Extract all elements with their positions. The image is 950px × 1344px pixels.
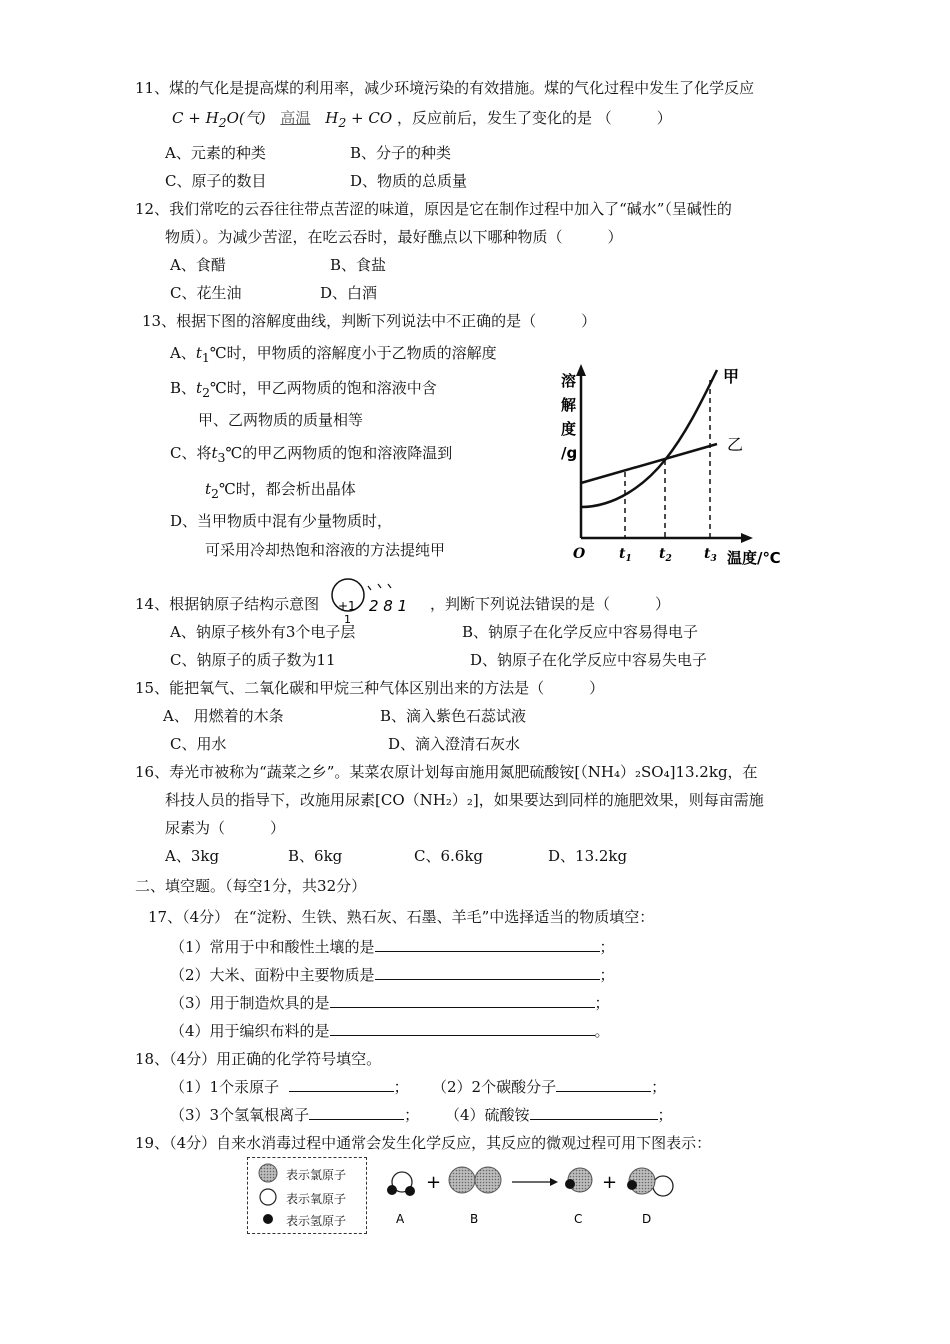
temp-sub: 1 [201, 350, 210, 365]
item-text: （2）大米、面粉中主要物质是 [170, 966, 375, 984]
molecule-a [387, 1172, 415, 1196]
q16-option-b: B、6kg [288, 847, 343, 865]
q13-option-a [170, 343, 497, 368]
molecule-b [449, 1167, 501, 1193]
opt-prefix: C、将 [170, 444, 212, 462]
q12-option-c: C、花生油 [170, 284, 242, 302]
q12-option-a: A、食醋 [170, 256, 226, 274]
item-text: （4）硫酸铵 [445, 1106, 530, 1124]
item-end: ； [651, 1078, 667, 1096]
item-end: ； [404, 1106, 420, 1124]
q17-item-4 [170, 1021, 610, 1041]
opt-prefix: A、 [170, 344, 196, 362]
y-axis-arrow [576, 364, 586, 376]
eq-left: C + H [172, 109, 219, 127]
q12-option-b: B、食盐 [330, 256, 387, 274]
origin-label: O [573, 546, 586, 562]
sodium-atom-diagram [330, 574, 440, 624]
temp-symbol: t [211, 444, 218, 462]
oxygen-atom-icon [260, 1189, 276, 1205]
item-end: ； [393, 1078, 409, 1096]
q14-stem-pre: 14、根据钠原子结构示意图 [135, 595, 320, 613]
item-end: 。 [594, 1022, 610, 1040]
tick-t1: $t_1$ [619, 546, 632, 564]
q11-equation [172, 108, 672, 133]
label-b: B [470, 1212, 479, 1226]
q12-stem-1: 12、我们常吃的云吞往往带点苦涩的味道，原因是它在制作过程中加入了“碱水”（呈碱性的 [135, 200, 732, 218]
item-text: （2）2个碳酸分子 [432, 1078, 557, 1096]
q15-option-b: B、滴入紫色石蕊试液 [380, 707, 527, 725]
q18-item-1 [170, 1077, 409, 1097]
reaction-arrowhead [550, 1178, 558, 1186]
q15-option-d: D、滴入澄清石灰水 [388, 735, 521, 753]
ylabel-char-1: 溶 [561, 372, 577, 390]
answer-blank[interactable] [330, 1021, 595, 1036]
x-axis-arrow [741, 533, 753, 543]
plus-sign-2: + [602, 1172, 618, 1193]
q15-option-c: C、用水 [170, 735, 227, 753]
q12-option-d: D、白酒 [320, 284, 378, 302]
nucleus-charge: +1 [338, 599, 356, 613]
opt-prefix: B、 [170, 379, 197, 397]
legend-oxygen-label: 表示氧原子 [286, 1192, 347, 1206]
item-text: （4）用于编织布料的是 [170, 1022, 330, 1040]
legend-yi: 乙 [727, 435, 744, 454]
reaction-diagram [380, 1160, 690, 1230]
q13-option-c-line2 [205, 479, 356, 504]
q16-stem-1: 16、寿光市被称为“蔬菜之乡”。某菜农原计划每亩施用氮肥硫酸铵[（NH₄）₂SO₄]13.2kg，在 [135, 763, 758, 781]
answer-blank[interactable] [375, 965, 600, 980]
q11-option-c: C、原子的数目 [165, 172, 267, 190]
eq-sub2: 2 [338, 115, 347, 130]
opt-text: ℃时，甲物质的溶解度小于乙物质的溶解度 [209, 344, 497, 362]
q14-option-b: B、钠原子在化学反应中容易得电子 [462, 623, 699, 641]
plus-sign-1: + [426, 1172, 442, 1193]
q13-stem: 13、根据下图的溶解度曲线，判断下列说法中不正确的是（ ） [142, 312, 597, 330]
hydrogen-atom-icon [263, 1214, 273, 1224]
q18-stem: 18、（4分）用正确的化学符号填空。 [135, 1050, 382, 1068]
q16-stem-2: 科技人员的指导下，改施用尿素[CO（NH₂）₂]，如果要达到同样的施肥效果，则每亩需施 [165, 791, 764, 809]
series-jia-line [581, 370, 717, 507]
item-text: （3）用于制造炊具的是 [170, 994, 330, 1012]
nucleus-charge-line2: 1 [344, 613, 351, 624]
answer-blank[interactable] [330, 993, 595, 1008]
tick-t2: $t_2$ [659, 546, 672, 564]
legend-chlorine-label: 表示氯原子 [286, 1168, 347, 1182]
q19-stem: 19、（4分）自来水消毒过程中通常会发生化学反应，其反应的微观过程可用下图表示： [135, 1134, 712, 1152]
q14-option-a: A、钠原子核外有3个电子层 [170, 623, 356, 641]
ylabel-char-2: 解 [561, 396, 577, 414]
q18-item-3 [170, 1105, 419, 1125]
temp-sub: 2 [211, 486, 219, 501]
q12-stem-2: 物质）。为减少苦涩，在吃云吞时，最好醮点以下哪种物质（ ） [165, 228, 623, 246]
answer-blank[interactable] [289, 1077, 394, 1092]
item-end: ； [599, 966, 615, 984]
answer-blank[interactable] [309, 1105, 404, 1120]
answer-blank[interactable] [530, 1105, 658, 1120]
q11-option-a: A、元素的种类 [165, 144, 266, 162]
q15-stem: 15、能把氧气、二氧化碳和甲烷三种气体区别出来的方法是（ ） [135, 679, 605, 697]
item-end: ； [657, 1106, 673, 1124]
label-c: C [574, 1212, 583, 1226]
molecule-c [565, 1168, 592, 1192]
opt-text: ℃时，甲乙两物质的饱和溶液中含 [210, 379, 437, 397]
label-d: D [642, 1212, 652, 1226]
q14-option-c: C、钠原子的质子数为11 [170, 651, 336, 669]
electron-shells: 2 8 1 [369, 597, 408, 615]
q17-item-3 [170, 993, 610, 1013]
opt-text: ℃的甲乙两物质的饱和溶液降温到 [225, 444, 453, 462]
temp-symbol: t [205, 480, 212, 498]
eq-condition: 高温 [280, 109, 311, 127]
q16-option-a: A、3kg [165, 847, 220, 865]
molecule-d [627, 1168, 673, 1196]
q17-item-1 [170, 937, 615, 957]
section-2-title: 二、填空题。（每空1分，共32分） [135, 877, 367, 895]
eq-tail: ，反应前后，发生了变化的是 （ ） [396, 109, 672, 127]
item-end: ； [594, 994, 610, 1012]
tick-t3: $t_3$ [704, 546, 717, 564]
q18-item-4 [445, 1105, 673, 1125]
q14-option-d: D、钠原子在化学反应中容易失电子 [470, 651, 708, 669]
q15-option-a: A、 用燃着的木条 [163, 707, 284, 725]
electron-shell-arcs [368, 584, 391, 590]
q13-option-b-line2: 甲、乙两物质的质量相等 [198, 411, 364, 429]
opt-text: ℃时，都会析出晶体 [218, 480, 356, 498]
eq-sub: 2 [218, 115, 227, 130]
eq-right: H [325, 109, 339, 127]
q11-option-b: B、分子的种类 [350, 144, 452, 162]
q11-option-d: D、物质的总质量 [350, 172, 468, 190]
answer-blank[interactable] [375, 937, 600, 952]
q13-option-c [170, 443, 452, 468]
eq-mid: O(气) [226, 109, 266, 127]
q14-stem-post: ，判断下列说法错误的是（ ） [430, 595, 671, 613]
q17-stem: 17、（4分） 在“淀粉、生铁、熟石灰、石墨、羊毛”中选择适当的物质填空： [148, 908, 655, 926]
item-text: （3）3个氢氧根离子 [170, 1106, 310, 1124]
q16-stem-3: 尿素为（ ） [165, 819, 286, 837]
temp-symbol: t [196, 379, 203, 397]
solubility-chart [555, 360, 805, 575]
temp-sub: 2 [202, 385, 211, 400]
temp-symbol: t [195, 344, 202, 362]
item-end: ； [599, 938, 615, 956]
q13-option-d-line2: 可采用冷却热饱和溶液的方法提纯甲 [205, 541, 446, 559]
q13-option-b [170, 378, 437, 403]
item-text: （1）常用于中和酸性土壤的是 [170, 938, 375, 956]
molecule-legend [247, 1157, 367, 1234]
legend-jia: 甲 [723, 367, 740, 386]
q16-option-c: C、6.6kg [414, 847, 484, 865]
item-text: （1）1个汞原子 [170, 1078, 280, 1096]
temp-sub: 3 [217, 450, 226, 465]
chlorine-atom-icon [259, 1164, 277, 1182]
ylabel-unit: /g [561, 444, 578, 462]
q17-item-2 [170, 965, 615, 985]
q11-stem: 11、煤的气化是提高煤的利用率，减少环境污染的有效措施。煤的气化过程中发生了化学反应 [135, 79, 755, 97]
q13-option-d: D、当甲物质中混有少量物质时， [170, 512, 393, 530]
q18-item-2 [432, 1077, 666, 1097]
eq-right2: + CO [346, 109, 393, 127]
q16-option-d: D、13.2kg [548, 847, 628, 865]
label-a: A [396, 1212, 405, 1226]
answer-blank[interactable] [556, 1077, 651, 1092]
legend-hydrogen-label: 表示氢原子 [286, 1214, 347, 1228]
ylabel-char-3: 度 [561, 420, 577, 438]
xlabel: 温度/℃ [727, 549, 781, 567]
